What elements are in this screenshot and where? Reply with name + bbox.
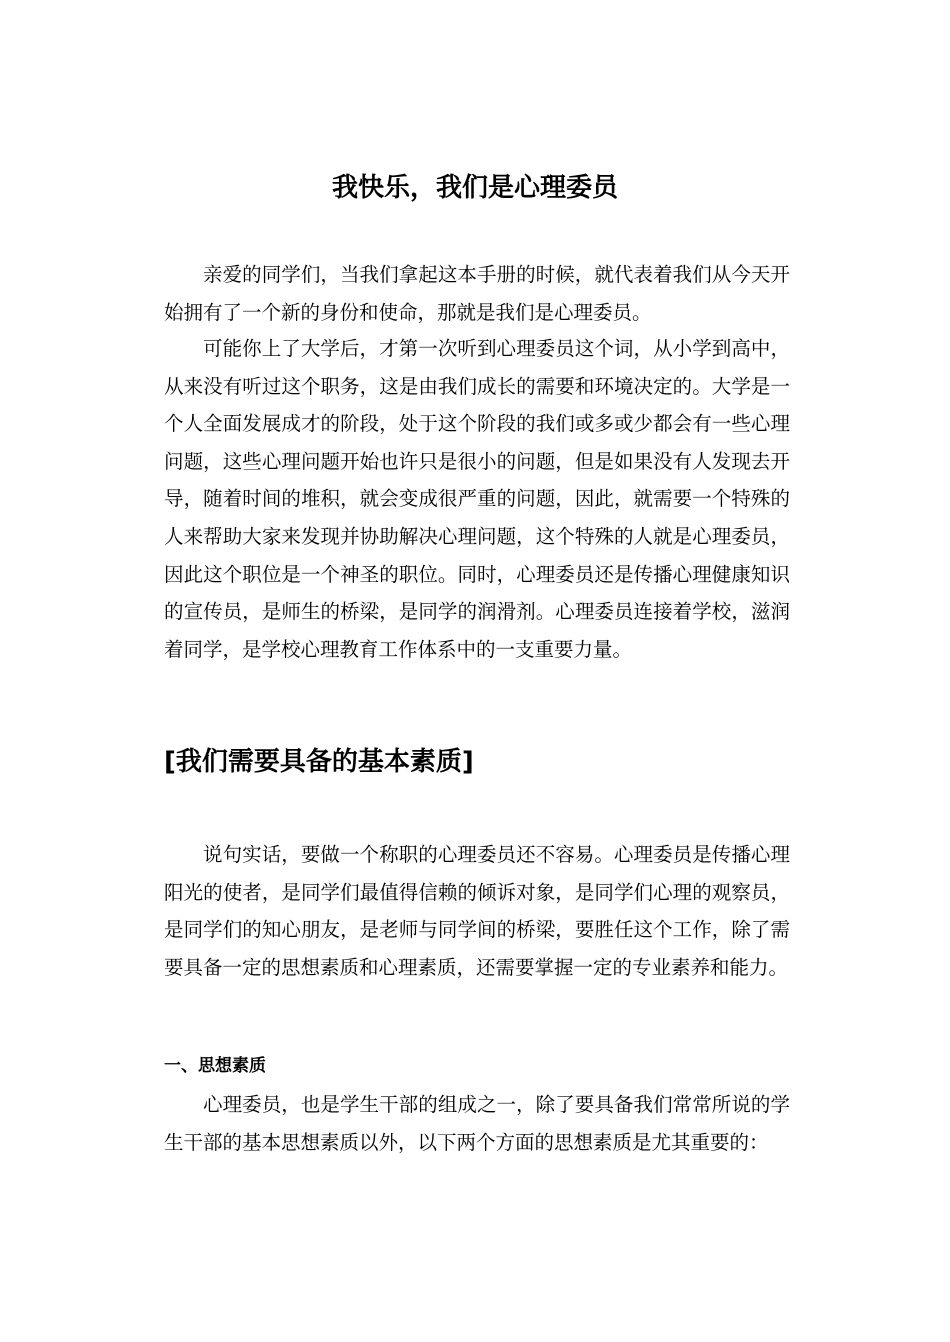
subsection-paragraph: 心理委员，也是学生干部的组成之一，除了要具备我们常常所说的学生干部的基本思想素质以外，以下两个方面的思想素质是尤其重要的： <box>164 1093 790 1154</box>
intro-paragraph-1: 亲爱的同学们，当我们拿起这本手册的时候，就代表着我们从今天开始拥有了一个新的身份和使命，那就是我们是心理委员。 <box>164 263 790 324</box>
intro-paragraph-2: 可能你上了大学后，才第一次听到心理委员这个词，从小学到高中，从来没有听过这个职务，这是由我们成长的需要和环境决定的。大学是一个人全面发展成才的阶段，处于这个阶段的我们或多或少都会有一些心理问题，这些心理问题开始也许只是很小的问题，但是如果没有人发现去开导，随着时间的堆积，就会变成很严重的问题，因此，就需要一个特殊的人来帮助大家来发现并协助解决心理问题，这个特殊的人就是心理委员，因此这个职位是一个神圣的职位。同时，心理委员还是传播心理健康知识的宣传员，是师生的桥梁，是同学的润滑剂。心理委员连接着学校，滋润着同学，是学校心理教育工作体系中的一支重要力量。 <box>164 337 790 661</box>
section-heading: [我们需要具备的基本素质] <box>164 747 474 777</box>
section-intro-paragraph: 说句实话，要做一个称职的心理委员还不容易。心理委员是传播心理阳光的使者，是同学们最值得信赖的倾诉对象，是同学们心理的观察员，是同学们的知心朋友，是老师与同学间的桥梁，要胜任这个工作，除了需要具备一定的思想素质和心理素质，还需要掌握一定的专业素养和能力。 <box>164 843 790 979</box>
subsection-heading: 一、思想素质 <box>164 1056 266 1076</box>
document-title: 我快乐，我们是心理委员 <box>331 173 618 203</box>
